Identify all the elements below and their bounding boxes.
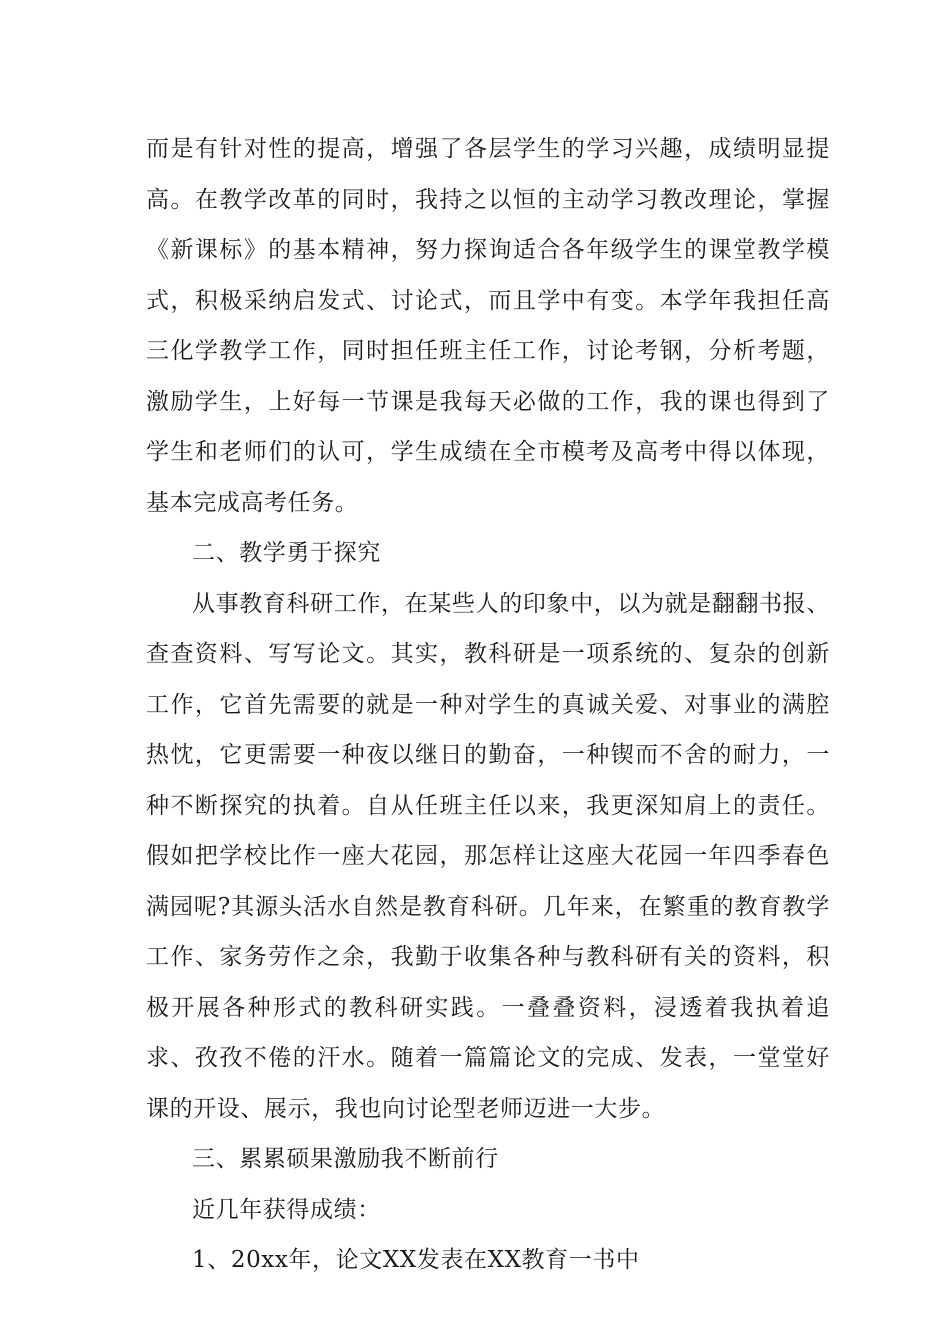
section-heading-3: 三、累累硕果激励我不断前行	[192, 1146, 499, 1172]
body-paragraph-1: 而是有针对性的提高，增强了各层学生的学习兴趣，成绩明显提高。在教学改革的同时，我持之以恒的主动学习教改理论，掌握《新课标》的基本精神，努力探询适合各年级学生的课堂教学模式，积极采纳启发式、讨论式，而且学中有变。本学年我担任高三化学教学工作，同时担任班主任工作，讨论考钢，分析考题，激励学生，上好每一节课是我每天必做的工作，我的课也得到了学生和老师们的认可，学生成绩在全市模考及高考中得以体现，基本完成高考任务。	[146, 136, 830, 516]
section-heading-2: 二、教学勇于探究	[192, 540, 381, 566]
body-paragraph-2: 从事教育科研工作，在某些人的印象中，以为就是翻翻书报、查查资料、写写论文。其实，教科研是一项系统的、复杂的创新工作，它首先需要的就是一种对学生的真诚关爱、对事业的满腔热忱，它更需要一种夜以继日的勤奋，一种锲而不舍的耐力，一种不断探究的执着。自从任班主任以来，我更深知肩上的责任。假如把学校比作一座大花园，那怎样让这座大花园一年四季春色满园呢?其源头活水自然是教育科研。几年来，在繁重的教育教学工作、家务劳作之余，我勤于收集各种与教科研有关的资料，积极开展各种形式的教科研实践。一叠叠资料，浸透着我执着追求、孜孜不倦的汗水。随着一篇篇论文的完成、发表，一堂堂好课的开设、展示，我也向讨论型老师迈进一大步。	[146, 590, 830, 1122]
achievements-intro: 近几年获得成绩：	[192, 1196, 381, 1223]
achievement-item-1: 1、20xx年，论文XX发表在XX教育一书中	[192, 1247, 640, 1273]
document-body	[146, 124, 830, 1286]
